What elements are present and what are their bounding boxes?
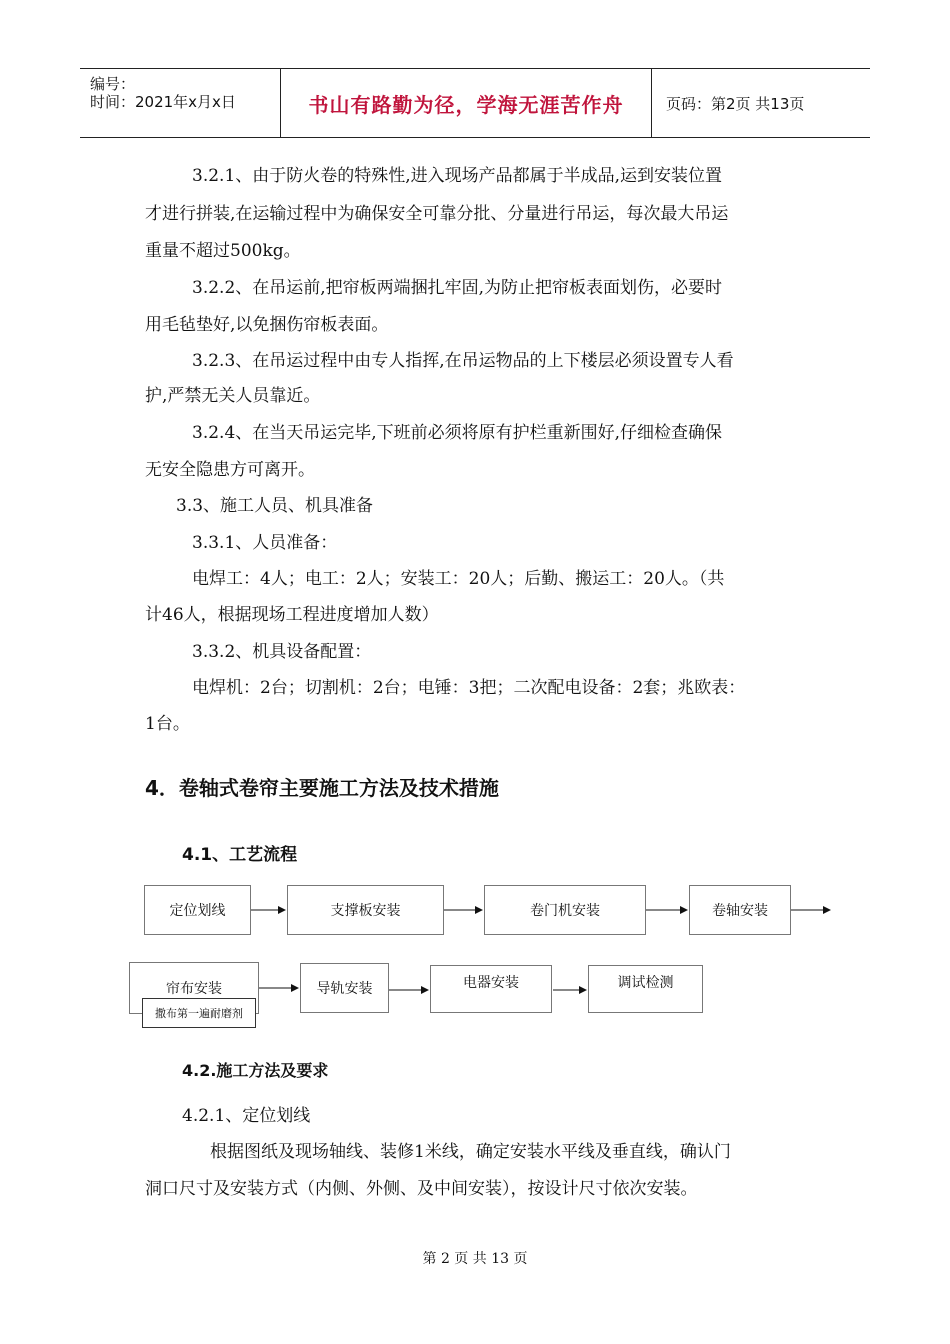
flow-step-label: 定位划线 bbox=[169, 903, 226, 919]
paragraph-line: 才进行拼装,在运输过程中为确保安全可靠分批、分量进行吊运，每次最大吊运 bbox=[145, 204, 729, 224]
paragraph-line: 3.3.2、机具设备配置： bbox=[192, 642, 372, 662]
flow-step-box bbox=[300, 963, 389, 1013]
paragraph-line: 护,严禁无关人员靠近。 bbox=[145, 386, 321, 406]
paragraph-line: 3.2.1、由于防火卷的特殊性,进入现场产品都属于半成品,运到安装位置 bbox=[192, 166, 723, 186]
paragraph-line: 计46人，根据现场工程进度增加人数） bbox=[145, 605, 439, 625]
page-footer: 第 2 页 共 13 页 bbox=[422, 1251, 528, 1267]
paragraph-line: 重量不超过500kg。 bbox=[145, 241, 301, 261]
flow-step-label: 帘布安装 bbox=[166, 981, 222, 997]
flow-step-label: 支撑板安装 bbox=[330, 903, 401, 919]
number-label: 编号： bbox=[90, 75, 136, 93]
flow-step-label: 电器安装 bbox=[463, 975, 519, 991]
paragraph-line: 3.3.1、人员准备： bbox=[192, 533, 338, 553]
flow-note-label: 撒布第一遍耐磨剂 bbox=[155, 1007, 243, 1020]
section-heading: 4．卷轴式卷帘主要施工方法及技术措施 bbox=[145, 776, 499, 800]
time-label: 时间：2021年x月x日 bbox=[90, 93, 236, 111]
subsection-heading: 4.2.施工方法及要求 bbox=[182, 1061, 329, 1080]
flow-step-label: 卷轴安装 bbox=[712, 903, 768, 919]
paragraph-line: 洞口尺寸及安装方式（内侧、外侧、及中间安装），按设计尺寸依次安装。 bbox=[145, 1179, 698, 1199]
paragraph-line: 3.2.3、在吊运过程中由专人指挥,在吊运物品的上下楼层必须设置专人看 bbox=[192, 351, 734, 371]
paragraph-line: 4.2.1、定位划线 bbox=[182, 1106, 311, 1126]
flow-step-box bbox=[430, 965, 552, 1013]
flow-step-label: 调试检测 bbox=[617, 975, 674, 991]
motto-text: 书山有路勤为径，学海无涯苦作舟 bbox=[308, 92, 624, 117]
flow-step-box bbox=[144, 885, 251, 935]
paragraph-line: 电焊工：4人；电工：2人；安装工：20人；后勤、搬运工：20人。（共 bbox=[192, 569, 725, 589]
flow-step-box bbox=[484, 885, 646, 935]
flow-step-label: 卷门机安装 bbox=[530, 903, 600, 919]
paragraph-line: 根据图纸及现场轴线、装修1米线，确定安装水平线及垂直线，确认门 bbox=[210, 1142, 731, 1162]
flow-step-box bbox=[689, 885, 791, 935]
paragraph-line: 电焊机：2台；切割机：2台；电锤：3把；二次配电设备：2套；兆欧表： bbox=[192, 678, 746, 698]
subsection-heading: 4.1、工艺流程 bbox=[182, 845, 298, 865]
paragraph-line: 3.3、施工人员、机具准备 bbox=[176, 496, 374, 516]
paragraph-line: 用毛毡垫好,以免捆伤帘板表面。 bbox=[145, 315, 389, 335]
paragraph-line: 无安全隐患方可离开。 bbox=[145, 460, 315, 480]
paragraph-line: 3.2.2、在吊运前,把帘板两端捆扎牢固,为防止把帘板表面划伤，必要时 bbox=[192, 278, 723, 298]
paragraph-line: 3.2.4、在当天吊运完毕,下班前必须将原有护栏重新围好,仔细检查确保 bbox=[192, 423, 723, 443]
flow-step-label: 导轨安装 bbox=[316, 981, 373, 997]
flow-step-box bbox=[588, 965, 703, 1013]
page-info-text: 页码：第2页 共13页 bbox=[666, 94, 805, 113]
flow-step-box bbox=[287, 885, 444, 935]
paragraph-line: 1台。 bbox=[145, 714, 190, 734]
flow-step-note bbox=[142, 998, 256, 1028]
